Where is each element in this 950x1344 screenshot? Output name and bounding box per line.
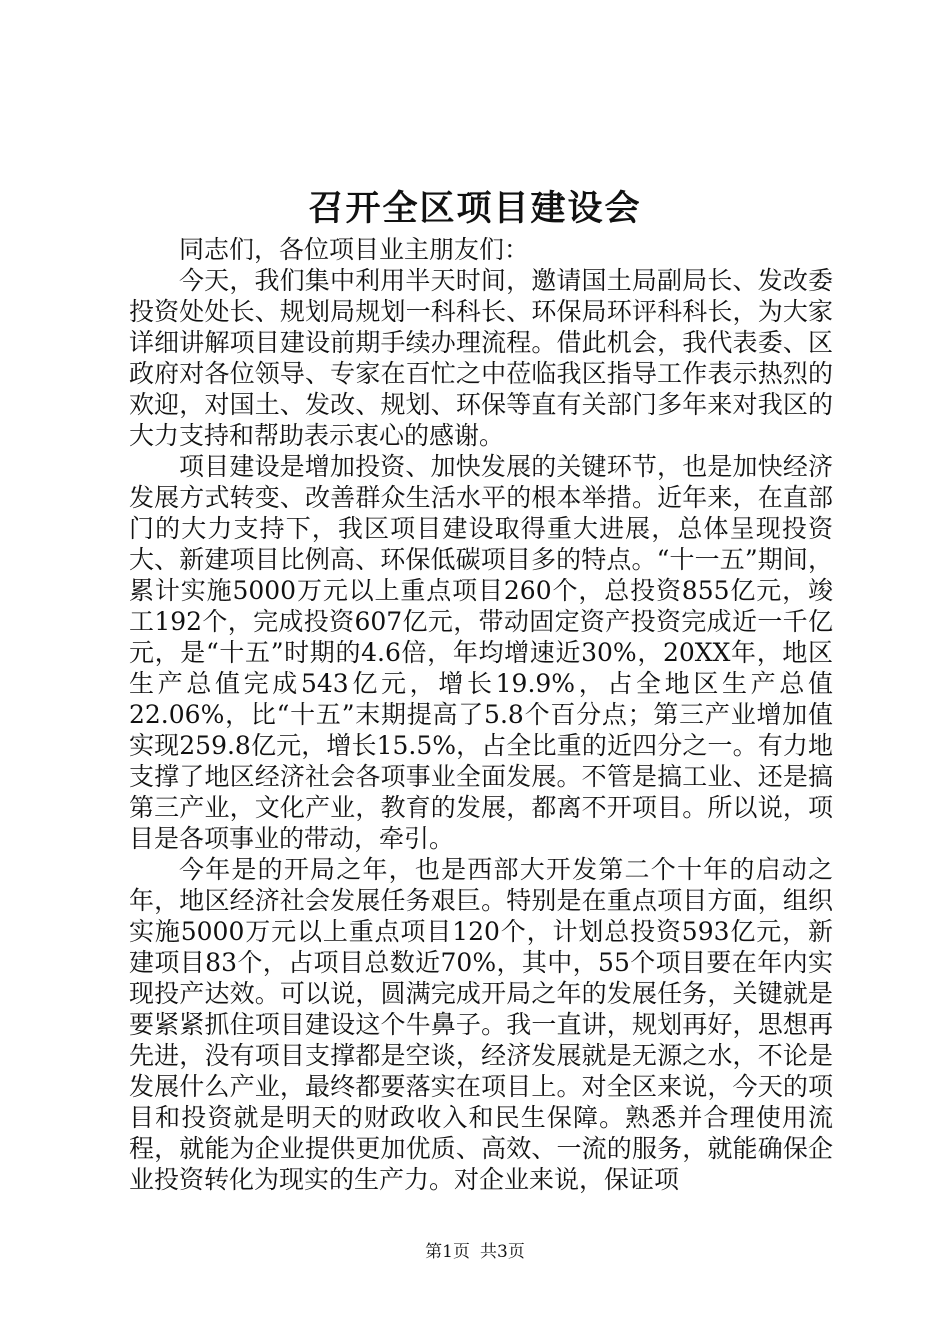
body-paragraph: 项目建设是增加投资、加快发展的关键环节，也是加快经济发展方式转变、改善群众生活水平的根本举措。近年来，在直部门的大力支持下，我区项目建设取得重大进展，总体呈现投资大、新建项目比例高、环保低碳项目多的特点。“十一五”期间，累计实施5000万元以上重点项目260个，总投资855亿元，竣工192个，完成投资607亿元，带动固定资产投资完成近一千亿元，是“十五”时期的4.6倍，年均增速近30%，20XX年，地区生产总值完成543亿元，增长19.9%，占全地区生产总值22.06%，比“十五”末期提高了5.8个百分点；第三产业增加值实现259.8亿元，增长15.5%，占全比重的近四分之一。有力地支撑了地区经济社会各项事业全面发展。不管是搞工业、还是搞第三产业，文化产业，教育的发展，都离不开项目。所以说，项目是各项事业的带动，牵引。	[129, 452, 833, 853]
salutation-paragraph: 同志们，各位项目业主朋友们：	[179, 235, 530, 264]
body-paragraph: 今天，我们集中利用半天时间，邀请国土局副局长、发改委投资处处长、规划局规划一科科长、环保局环评科科长，为大家详细讲解项目建设前期手续办理流程。借此机会，我代表委、区政府对各位领导、专家在百忙之中莅临我区指导工作表示热烈的欢迎，对国土、发改、规划、环保等直有关部门多年来对我区的大力支持和帮助表示衷心的感谢。	[129, 266, 833, 450]
document-body	[129, 234, 833, 1195]
document-title: 召开全区项目建设会	[308, 188, 642, 229]
page-number: 第1页	[425, 1242, 470, 1262]
page-footer	[0, 1240, 950, 1264]
body-paragraph: 今年是的开局之年，也是西部大开发第二个十年的启动之年，地区经济社会发展任务艰巨。特别是在重点项目方面，组织实施5000万元以上重点项目120个，计划总投资593亿元，新建项目83个，占项目总数近70%，其中，55个项目要在年内实现投产达效。可以说，圆满完成开局之年的发展任务，关键就是要紧紧抓住项目建设这个牛鼻子。我一直讲，规划再好，思想再先进，没有项目支撑都是空谈，经济发展就是无源之水，不论是发展什么产业，最终都要落实在项目上。对全区来说，今天的项目和投资就是明天的财政收入和民生保障。熟悉并合理使用流程，就能为企业提供更加优质、高效、一流的服务，就能确保企业投资转化为现实的生产力。对企业来说，保证项	[129, 855, 833, 1194]
page-total: 共3页	[480, 1242, 525, 1262]
